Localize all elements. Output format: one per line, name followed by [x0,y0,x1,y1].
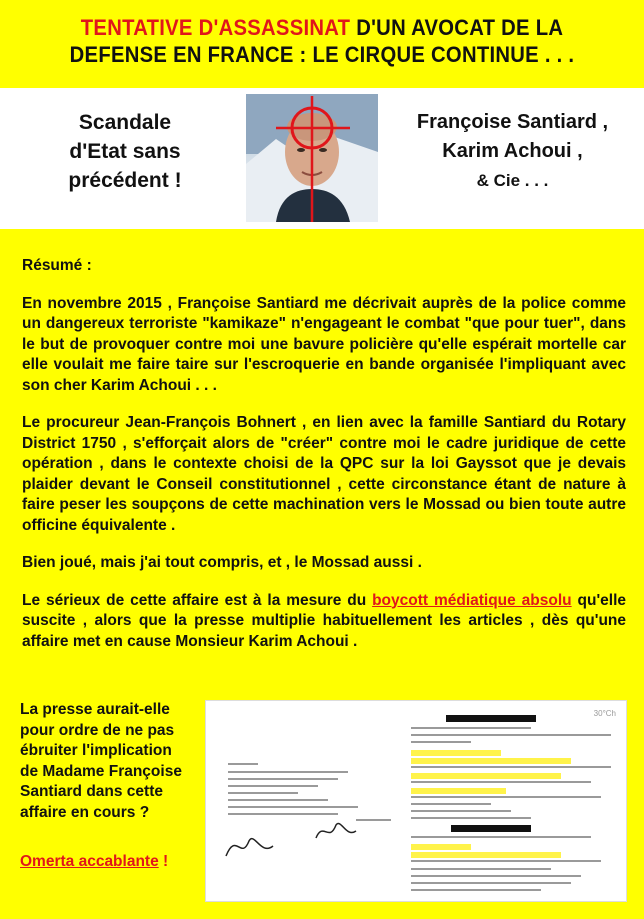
paragraph-4-end: qu'elle suscite , alors que la presse multiplie habituellement les articles , dès qu'une affaire met en cause Monsieur Karim Achoui . [22,591,626,650]
paragraph-1: En novembre 2015 , Françoise Santiard me décrivait auprès de la police comme un dangereux terroriste "kamikaze" n'engageant le combat "que pour tuer", dans le but de provoquer contre moi une bavure policière qu'elle espérait mortelle car elle voulait me faire taire sur l'escroquerie en bande organisée l'impliquant avec son cher Karim Achoui . . . [22,294,626,394]
title-band [0,88,644,229]
scandal-caption [30,108,220,195]
omerta-exclamation: ! [158,853,169,870]
paragraph-4 [22,591,626,653]
scandal-line: précédent ! [68,169,182,192]
paragraph-2: Le procureur Jean-François Bohnert , en lien avec la famille Santiard du Rotary District 1750 , s'efforçait alors de "créer" contre moi le cadre juridique de cette opération , dans le contexte choisi de la QPC sur la loi Gayssot que je devais plaider devant le Conseil constitutionnel , cette circonstance étant de nature à faire peser les soupçons de cette machination vers le Mossad ou bien toute autre officine équivalente . [22,414,626,534]
names-line: Karim Achoui , [442,140,583,162]
scandal-line: d'Etat sans [69,140,181,163]
document-stamp: 30°Ch [593,709,616,718]
portrait-illustration [246,94,378,222]
omerta-line [20,853,168,871]
headline [0,0,644,88]
press-question: La presse aurait-elle pour ordre de ne pas ébruiter l'implication de Madame Françoise Santiard dans cette affaire en cours ? [20,701,182,821]
headline-line-2: DEFENSE EN FRANCE : LE CIRQUE CONTINUE . . . [69,42,575,67]
paragraph-3: Bien joué, mais j'ai tout compris, et , le Mossad aussi . [22,554,422,571]
names-line: Françoise Santiard , [416,111,609,133]
omerta-label: Omerta accablante [20,853,159,870]
paragraph-4-start: Le sérieux de cette affaire est à la mesure du [22,591,373,609]
headline-red-part: TENTATIVE D'ASSASSINAT [80,15,351,40]
boycott-link[interactable]: boycott médiatique absolu [372,591,572,609]
scandal-line: Scandale [78,111,172,134]
summary-label: Résumé : [22,257,92,274]
names-line-cie: & Cie . . . [476,171,549,190]
names-caption [395,108,630,195]
initials-icon [311,813,361,848]
headline-line-1-rest: D'UN AVOCAT DE LA [350,15,564,40]
portrait-photo-with-crosshair [246,94,378,222]
legal-document-scan [205,700,627,902]
signature-icon [221,826,281,866]
article-body [22,256,626,669]
headline-line-1 [26,0,618,41]
